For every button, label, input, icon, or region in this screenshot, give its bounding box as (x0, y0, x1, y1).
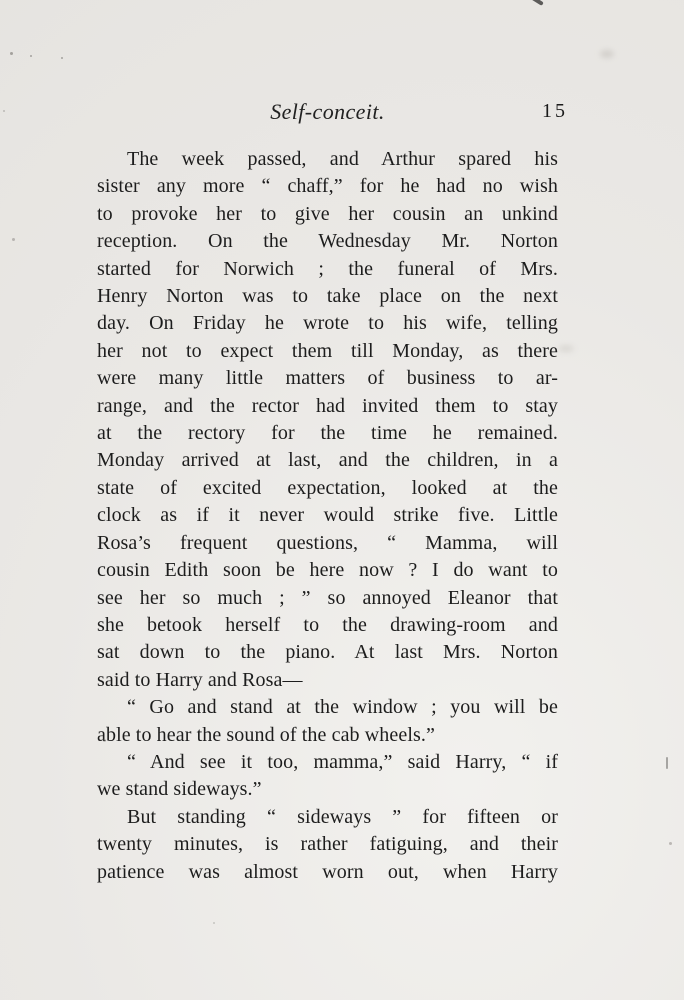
text-line: she betook herself to the drawing-room and (97, 613, 558, 636)
text-line: to provoke her to give her cousin an unkind (97, 202, 558, 225)
running-title: Self-conceit. (270, 99, 385, 124)
text-line: Henry Norton was to take place on the next (97, 285, 558, 308)
scan-smudge (558, 345, 574, 352)
text-line: patience was almost worn out, when Harry (97, 860, 558, 883)
text-line: range, and the rector had invited them to stay (97, 394, 558, 417)
text-line: Monday arrived at last, and the children, in a (97, 449, 558, 472)
text-line: clock as if it never would strike five. Little (97, 504, 558, 527)
scan-scratch (528, 0, 544, 6)
page-header (97, 99, 568, 129)
text-line: started for Norwich ; the funeral of Mrs. (97, 257, 558, 280)
scan-speck (213, 922, 215, 924)
text-line: at the rectory for the time he remained. (97, 422, 558, 445)
text-line: “ And see it too, mamma,” said Harry, “ if (127, 750, 558, 773)
text-line: sister any more “ chaff,” for he had no wish (97, 175, 558, 198)
page-number: 15 (542, 100, 568, 122)
scan-speck (669, 842, 672, 845)
text-line: Rosa’s frequent questions, “ Mamma, will (97, 531, 558, 554)
scan-smudge (600, 50, 614, 58)
text-line: cousin Edith soon be here now ? I do want to (97, 559, 558, 582)
text-line: sat down to the piano. At last Mrs. Norton (97, 641, 558, 664)
text-line: state of excited expectation, looked at the (97, 476, 558, 499)
scan-speck (103, 739, 106, 742)
text-line: her not to expect them till Monday, as there (97, 339, 558, 362)
text-line: said to Harry and Rosa— (97, 668, 303, 691)
text-line: we stand sideways.” (97, 778, 262, 801)
scan-speck (666, 757, 668, 769)
scan-speck (61, 57, 63, 59)
text-block (97, 146, 558, 886)
text-line: twenty minutes, is rather fatiguing, and their (97, 833, 558, 856)
scan-speck (10, 52, 13, 55)
text-line: “ Go and stand at the window ; you will be (127, 696, 558, 719)
text-line: The week passed, and Arthur spared his (127, 148, 558, 170)
scan-speck (30, 55, 32, 57)
text-line: see her so much ; ” so annoyed Eleanor that (97, 586, 558, 609)
text-line: reception. On the Wednesday Mr. Norton (97, 230, 558, 253)
scan-speck (3, 110, 5, 112)
text-line: But standing “ sideways ” for fifteen or (127, 805, 558, 828)
scan-speck (12, 238, 15, 241)
text-line: were many little matters of business to ar- (97, 367, 558, 390)
text-line: day. On Friday he wrote to his wife, telling (97, 312, 558, 335)
text-line: able to hear the sound of the cab wheels.” (97, 723, 435, 746)
